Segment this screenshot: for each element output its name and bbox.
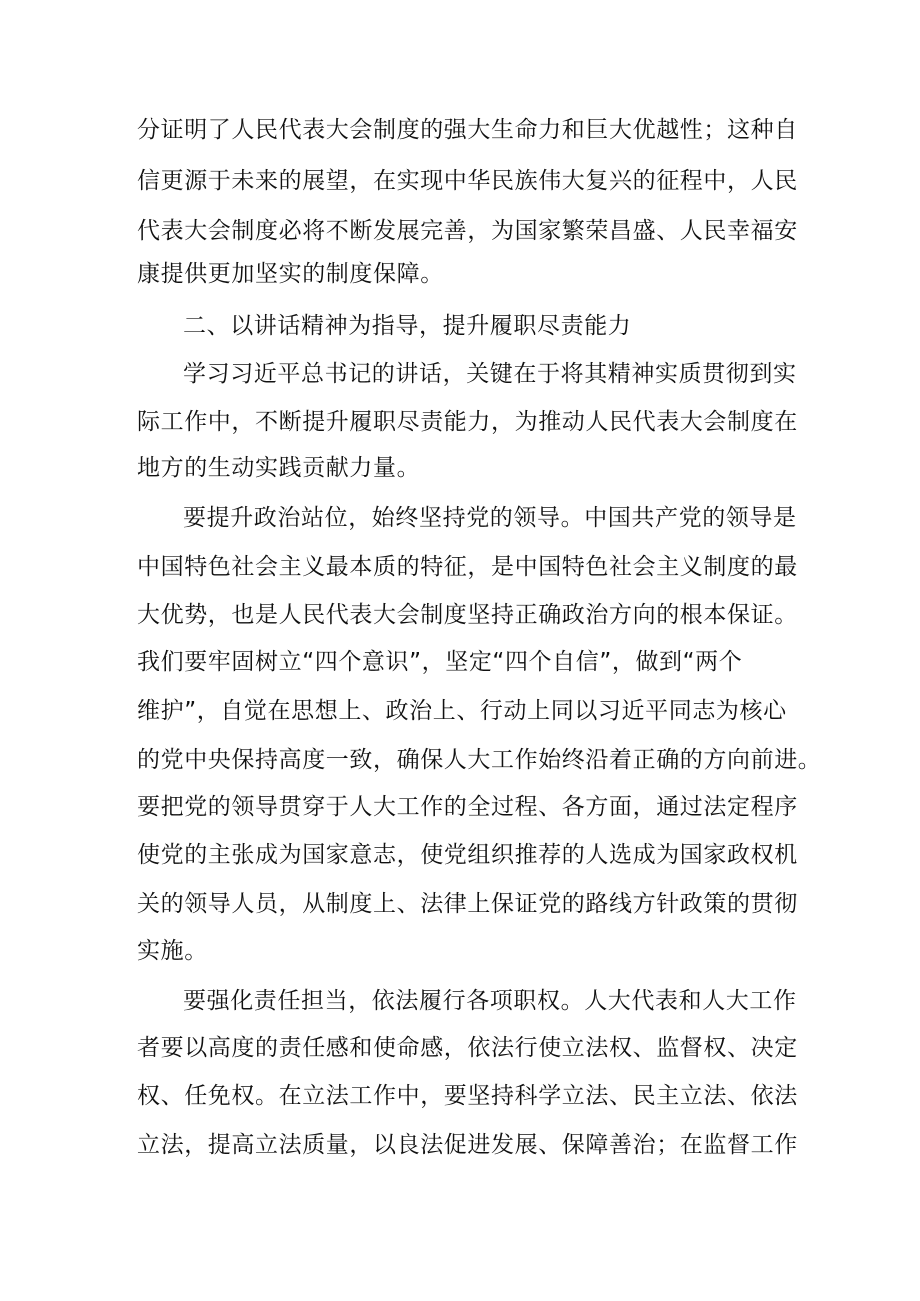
text-line: 实施。	[137, 938, 208, 964]
text-line: 权、任免权。在立法工作中，要坚持科学立法、民主立法、依法	[137, 1083, 798, 1109]
text-line: 关的领导人员，从制度上、法律上保证党的路线方针政策的贯彻	[137, 891, 798, 917]
section-heading: 二、以讲话精神为指导，提升履职尽责能力	[183, 313, 632, 339]
text-line: 大优势，也是人民代表大会制度坚持正确政治方向的根本保证。	[137, 602, 798, 628]
text-line: 分证明了人民代表大会制度的强大生命力和巨大优越性；这种自	[137, 117, 798, 143]
text-line: 的党中央保持高度一致，确保人大工作始终沿着正确的方向前进。	[137, 747, 822, 773]
text-line: 中国特色社会主义最本质的特征，是中国特色社会主义制度的最	[137, 554, 798, 580]
text-line: 要强化责任担当，依法履行各项职权。人大代表和人大工作	[183, 988, 797, 1014]
text-line: 者要以高度的责任感和使命感，依法行使立法权、监督权、决定	[137, 1035, 798, 1061]
text-line: 康提供更加坚实的制度保障。	[137, 261, 444, 287]
text-line: 信更源于未来的展望，在实现中华民族伟大复兴的征程中，人民	[137, 168, 798, 194]
text-line: 我们要牢固树立“四个意识”，坚定“四个自信”，做到“两个	[137, 649, 743, 675]
text-line: 代表大会制度必将不断发展完善，为国家繁荣昌盛、人民幸福安	[137, 218, 798, 244]
text-line: 立法，提高立法质量，以良法促进发展、保障善治；在监督工作	[137, 1132, 798, 1158]
text-line: 地方的生动实践贡献力量。	[137, 455, 421, 481]
text-line: 要把党的领导贯穿于人大工作的全过程、各方面，通过法定程序	[137, 794, 798, 820]
text-line: 要提升政治站位，始终坚持党的领导。中国共产党的领导是	[183, 505, 797, 531]
text-line: 维护”，自觉在思想上、政治上、行动上同以习近平同志为核心	[137, 698, 787, 724]
text-line: 学习习近平总书记的讲话，关键在于将其精神实质贯彻到实	[183, 361, 797, 387]
text-line: 际工作中，不断提升履职尽责能力，为推动人民代表大会制度在	[137, 409, 798, 435]
text-line: 使党的主张成为国家意志，使党组织推荐的人选成为国家政权机	[137, 842, 798, 868]
